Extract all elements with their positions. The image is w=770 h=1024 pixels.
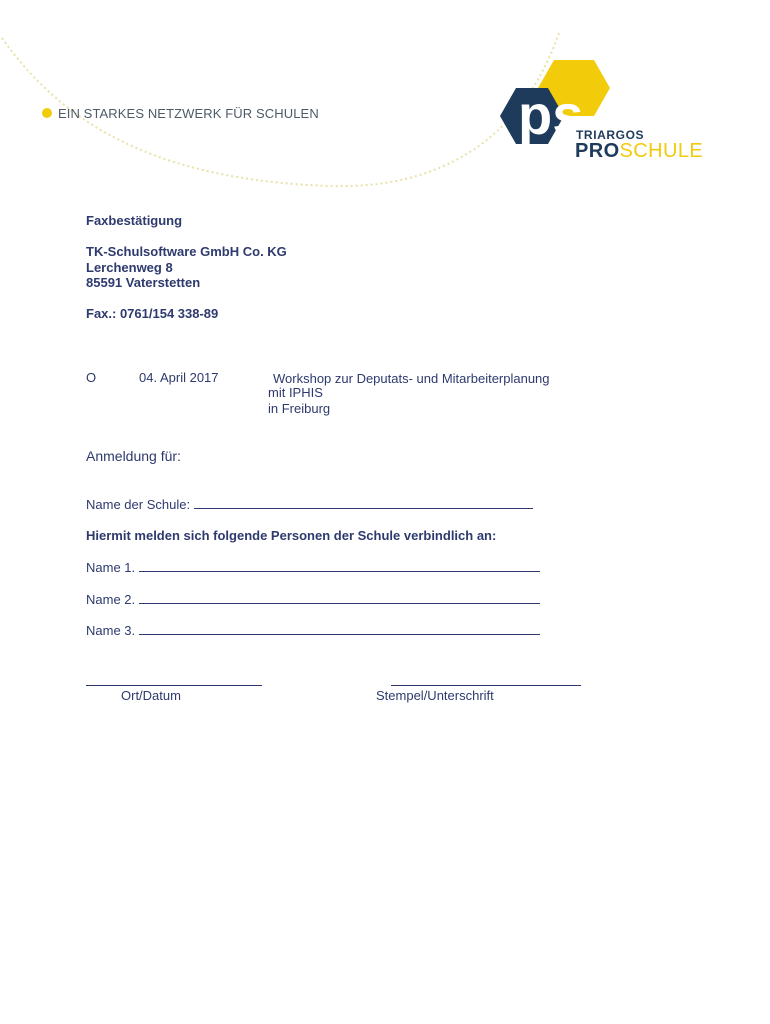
company-city: 85591 Vaterstetten <box>86 275 201 290</box>
company-street: Lerchenweg 8 <box>86 260 173 275</box>
place-date-field[interactable] <box>86 685 262 686</box>
school-name-label: Name der Schule: <box>86 497 191 512</box>
brand-pro: PRO <box>575 140 620 162</box>
header-dotted-arc <box>0 0 770 200</box>
name1-label: Name 1. <box>86 560 136 575</box>
name3-row <box>86 622 540 638</box>
logo-letters: ps <box>518 83 584 146</box>
name3-label: Name 3. <box>86 623 136 638</box>
name2-label: Name 2. <box>86 592 136 607</box>
name2-field[interactable] <box>139 591 540 604</box>
brand-proschule <box>575 140 703 163</box>
place-date-label: Ort/Datum <box>121 688 181 703</box>
fax-heading: Faxbestätigung <box>86 213 183 228</box>
name3-field[interactable] <box>139 622 540 635</box>
brand-schule: SCHULE <box>619 140 704 162</box>
instruction-text: Hiermit melden sich folgende Personen der Schule verbindlich an: <box>86 528 497 543</box>
school-name-row <box>86 496 533 512</box>
tagline: EIN STARKES NETZWERK FÜR SCHULEN <box>58 106 319 121</box>
company-name: TK-Schulsoftware GmbH Co. KG <box>86 244 287 259</box>
name1-row <box>86 559 540 575</box>
signature-field[interactable] <box>391 685 581 686</box>
school-name-field[interactable] <box>194 496 533 509</box>
name1-field[interactable] <box>139 559 540 572</box>
event-subtitle: mit IPHIS <box>268 385 323 400</box>
registration-label: Anmeldung für: <box>86 448 181 464</box>
event-location: in Freiburg <box>268 401 331 416</box>
signature-label: Stempel/Unterschrift <box>376 688 494 703</box>
tagline-bullet-icon <box>42 108 52 118</box>
fax-number: Fax.: 0761/154 338-89 <box>86 306 219 321</box>
brand-triargos: TRIARGOS <box>576 128 645 142</box>
event-title: Workshop zur Deputats- und Mitarbeiterplanung <box>273 371 550 386</box>
name2-row <box>86 591 540 607</box>
event-checkbox[interactable]: O <box>86 370 97 385</box>
event-date: 04. April 2017 <box>139 370 219 385</box>
